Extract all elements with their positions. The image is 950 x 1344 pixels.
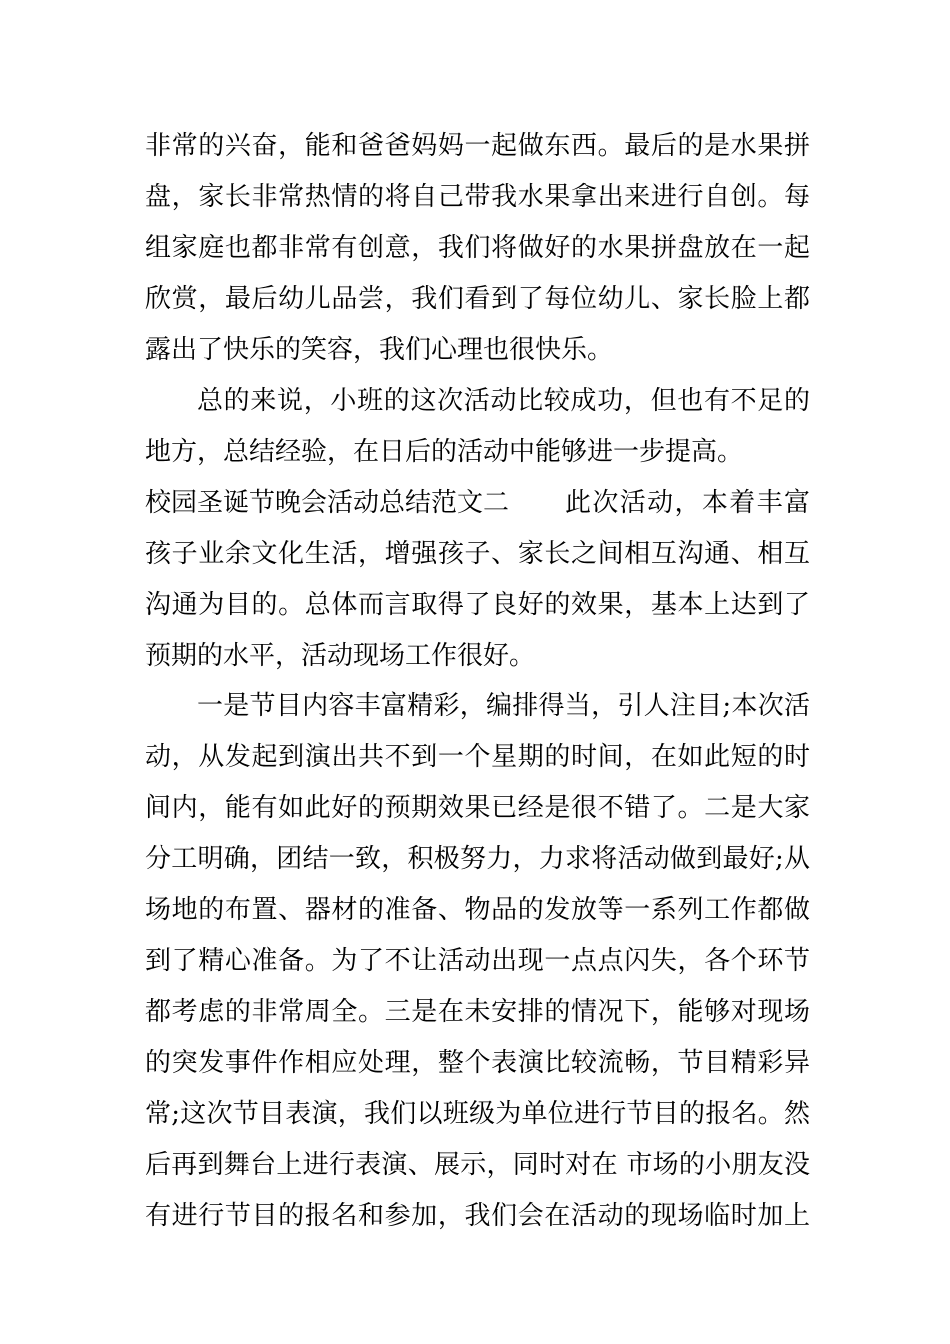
text-line: 沟通为目的。总体而言取得了良好的效果，基本上达到了 <box>145 590 810 620</box>
paragraph-first-line: 总的来说，小班的这次活动比较成功，但也有不足的 <box>197 386 810 416</box>
text-line: 间内，能有如此好的预期效果已经是很不错了。二是大家 <box>145 793 810 823</box>
heading-tail-text: 此次活动，本着丰富 <box>565 488 810 518</box>
text-line: 后再到舞台上进行表演、展示，同时对在 市场的小朋友没 <box>145 1150 810 1180</box>
text-line: 地方，总结经验，在日后的活动中能够进一步提高。 <box>145 437 744 467</box>
section-heading: 校园圣诞节晚会活动总结范文二 <box>145 488 510 518</box>
text-line: 动，从发起到演出共不到一个星期的时间，在如此短的时 <box>145 742 810 772</box>
text-line: 露出了快乐的笑容，我们心理也很快乐。 <box>145 335 614 365</box>
text-line: 都考虑的非常周全。三是在未安排的情况下，能够对现场 <box>145 997 810 1027</box>
text-line: 分工明确，团结一致，积极努力，力求将活动做到最好;从 <box>145 844 810 874</box>
text-line: 场地的布置、器材的准备、物品的发放等一系列工作都做 <box>145 895 810 925</box>
text-line: 盘，家长非常热情的将自己带我水果拿出来进行自创。每 <box>145 182 810 212</box>
text-line: 有进行节目的报名和参加，我们会在活动的现场临时加上 <box>145 1201 810 1231</box>
text-line: 预期的水平，活动现场工作很好。 <box>145 641 536 671</box>
section-heading-line <box>145 483 810 523</box>
text-line: 非常的兴奋，能和爸爸妈妈一起做东西。最后的是水果拼 <box>145 131 810 161</box>
text-line: 常;这次节目表演，我们以班级为单位进行节目的报名。然 <box>145 1099 810 1129</box>
text-line: 孩子业余文化生活，增强孩子、家长之间相互沟通、相互 <box>145 539 810 569</box>
text-line: 组家庭也都非常有创意，我们将做好的水果拼盘放在一起 <box>145 233 810 263</box>
text-line: 欣赏，最后幼儿品尝，我们看到了每位幼儿、家长脸上都 <box>145 284 810 314</box>
text-line: 的突发事件作相应处理，整个表演比较流畅，节目精彩异 <box>145 1048 810 1078</box>
paragraph-first-line: 一是节目内容丰富精彩，编排得当，引人注目;本次活 <box>197 691 810 721</box>
text-line: 到了精心准备。为了不让活动出现一点点闪失，各个环节 <box>145 946 810 976</box>
